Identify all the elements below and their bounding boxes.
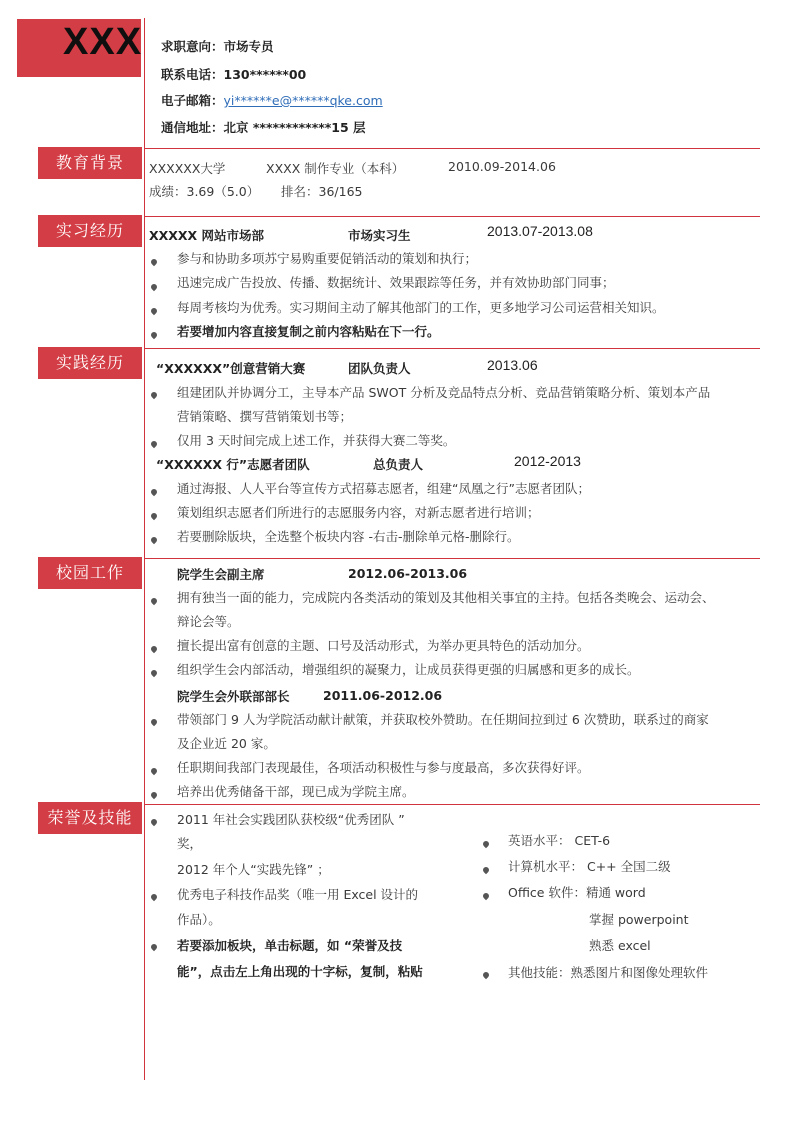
bullet-icon [150, 645, 158, 653]
bullet-icon [150, 307, 158, 315]
skill-other: 其他技能：熟悉图片和图像处理软件 [508, 965, 709, 980]
skill-office-3: 熟悉 excel [589, 938, 651, 953]
phone-line: 联系电话：130******00 [161, 67, 307, 82]
practice2-bullet: 若要删除版块，全选整个板块内容 -右击-删除单元格-删除行。 [177, 529, 520, 544]
honor-item-cont: 作品）。 [177, 912, 221, 927]
honor-item: 若要添加板块，单击标题，如 “荣誉及技 [177, 938, 403, 953]
skill-office-2: 掌握 powerpoint [589, 912, 689, 927]
honor-item-cont: 奖， [177, 836, 203, 851]
edu-score: 成绩：3.69（5.0） [149, 184, 260, 199]
bullet-icon [150, 283, 158, 291]
bullet-icon [150, 818, 158, 826]
bullet-icon [150, 331, 158, 339]
intent-line: 求职意向：市场专员 [161, 39, 274, 54]
campus1-bullet: 擅长提出富有创意的主题、口号及活动形式，为举办更具特色的活动加分。 [177, 638, 590, 653]
campus1-bullet: 拥有独当一面的能力，完成院内各类活动的策划及其他相关事宜的主持。包括各类晚会、运动会、 [177, 590, 715, 605]
intern-bullet: 每周考核均为优秀。实习期间主动了解其他部门的工作，更多地学习公司运营相关知识。 [177, 300, 665, 315]
campus1-period: 2012.06-2013.06 [348, 566, 468, 581]
campus1-title: 院学生会副主席 [177, 567, 265, 582]
bullet-icon [150, 597, 158, 605]
intern-period: 2013.07-2013.08 [487, 223, 593, 239]
candidate-name: XXX [63, 21, 143, 63]
campus2-bullet: 培养出优秀储备干部，现已成为学院主席。 [177, 784, 415, 799]
bullet-icon [150, 536, 158, 544]
campus1-bullet: 组织学生会内部活动，增强组织的凝聚力，让成员获得更强的归属感和更多的成长。 [177, 662, 640, 677]
bullet-icon [150, 669, 158, 677]
practice2-period: 2012-2013 [514, 453, 581, 469]
edu-major: XXXX 制作专业（本科） [266, 161, 405, 176]
bullet-icon [150, 791, 158, 799]
section-title-campus: 校园工作 [38, 557, 142, 589]
bullet-icon [150, 391, 158, 399]
email-line: 电子邮箱：yi******e@******qke.com [161, 93, 383, 108]
practice1-role: 团队负责人 [348, 361, 411, 376]
edu-school: XXXXXX大学 [149, 161, 226, 176]
practice1-period: 2013.06 [487, 357, 538, 373]
address-line: 通信地址：北京 ************15 层 [161, 120, 366, 135]
practice1-bullet-cont: 营销策略、撰写营销策划书等； [177, 409, 353, 424]
campus2-period: 2011.06-2012.06 [323, 688, 443, 703]
honor-item: 2012 年个人“实践先锋” ； [177, 862, 330, 877]
edu-period: 2010.09-2014.06 [448, 159, 556, 174]
practice2-role: 总负责人 [373, 457, 424, 472]
bullet-icon [150, 767, 158, 775]
intern-company: XXXXX 网站市场部 [149, 228, 265, 243]
campus1-bullet-cont: 辩论会等。 [177, 614, 240, 629]
campus2-bullet: 带领部门 9 人为学院活动献计献策，并获取校外赞助。在任期间拉到过 6 次赞助，联系过的商家 [177, 712, 709, 727]
bullet-icon [150, 718, 158, 726]
bullet-icon [482, 892, 490, 900]
section-title-practice: 实践经历 [38, 347, 142, 379]
intern-bullet: 参与和协助多项苏宁易购重要促销活动的策划和执行； [177, 251, 478, 266]
vertical-divider [144, 18, 145, 1080]
honor-item: 优秀电子科技作品奖（唯一用 Excel 设计的 [177, 887, 419, 902]
section-title-honors: 荣誉及技能 [38, 802, 142, 834]
practice2-bullet: 策划组织志愿者们所进行的志愿服务内容，对新志愿者进行培训； [177, 505, 540, 520]
practice1-bullet: 仅用 3 天时间完成上述工作，并获得大赛二等奖。 [177, 433, 456, 448]
skill-computer: 计算机水平： C++ 全国二级 [508, 859, 671, 874]
email-link[interactable]: yi******e@******qke.com [223, 93, 383, 108]
bullet-icon [482, 971, 490, 979]
intern-bullet: 迅速完成广告投放、传播、数据统计、效果跟踪等任务，并有效协助部门同事； [177, 275, 615, 290]
edu-rank: 排名：36/165 [281, 184, 363, 199]
section-divider [144, 216, 760, 217]
bullet-icon [150, 440, 158, 448]
honor-item: 2011 年社会实践团队获校级“优秀团队 ” [177, 812, 405, 827]
section-divider [144, 558, 760, 559]
name-block [17, 19, 141, 77]
section-title-internship: 实习经历 [38, 215, 142, 247]
practice2-bullet: 通过海报、人人平台等宣传方式招募志愿者，组建“凤凰之行”志愿者团队； [177, 481, 590, 496]
skill-english: 英语水平： CET-6 [508, 833, 611, 848]
bullet-icon [150, 258, 158, 266]
practice1-title: “XXXXXX”创意营销大赛 [156, 361, 306, 376]
bullet-icon [150, 893, 158, 901]
section-title-education: 教育背景 [38, 147, 142, 179]
intern-bullet: 若要增加内容直接复制之前内容粘贴在下一行。 [177, 324, 440, 339]
campus2-bullet: 任职期间我部门表现最佳，各项活动积极性与参与度最高，多次获得好评。 [177, 760, 590, 775]
practice1-bullet: 组建团队并协调分工，主导本产品 SWOT 分析及竞品特点分析、竞品营销策略分析、策划本产品 [177, 385, 711, 400]
intern-role: 市场实习生 [348, 228, 411, 243]
campus2-bullet-cont: 及企业近 20 家。 [177, 736, 276, 751]
bullet-icon [150, 488, 158, 496]
section-divider [144, 348, 760, 349]
skill-office: Office 软件：精通 word [508, 885, 646, 900]
campus2-title: 院学生会外联部部长 [177, 689, 290, 704]
honor-item-cont: 能”，点击左上角出现的十字标，复制，粘贴 [177, 964, 423, 979]
section-divider [144, 804, 760, 805]
bullet-icon [482, 866, 490, 874]
bullet-icon [150, 512, 158, 520]
bullet-icon [150, 943, 158, 951]
practice2-title: “XXXXXX 行”志愿者团队 [156, 457, 310, 472]
bullet-icon [482, 840, 490, 848]
section-divider [144, 148, 760, 149]
